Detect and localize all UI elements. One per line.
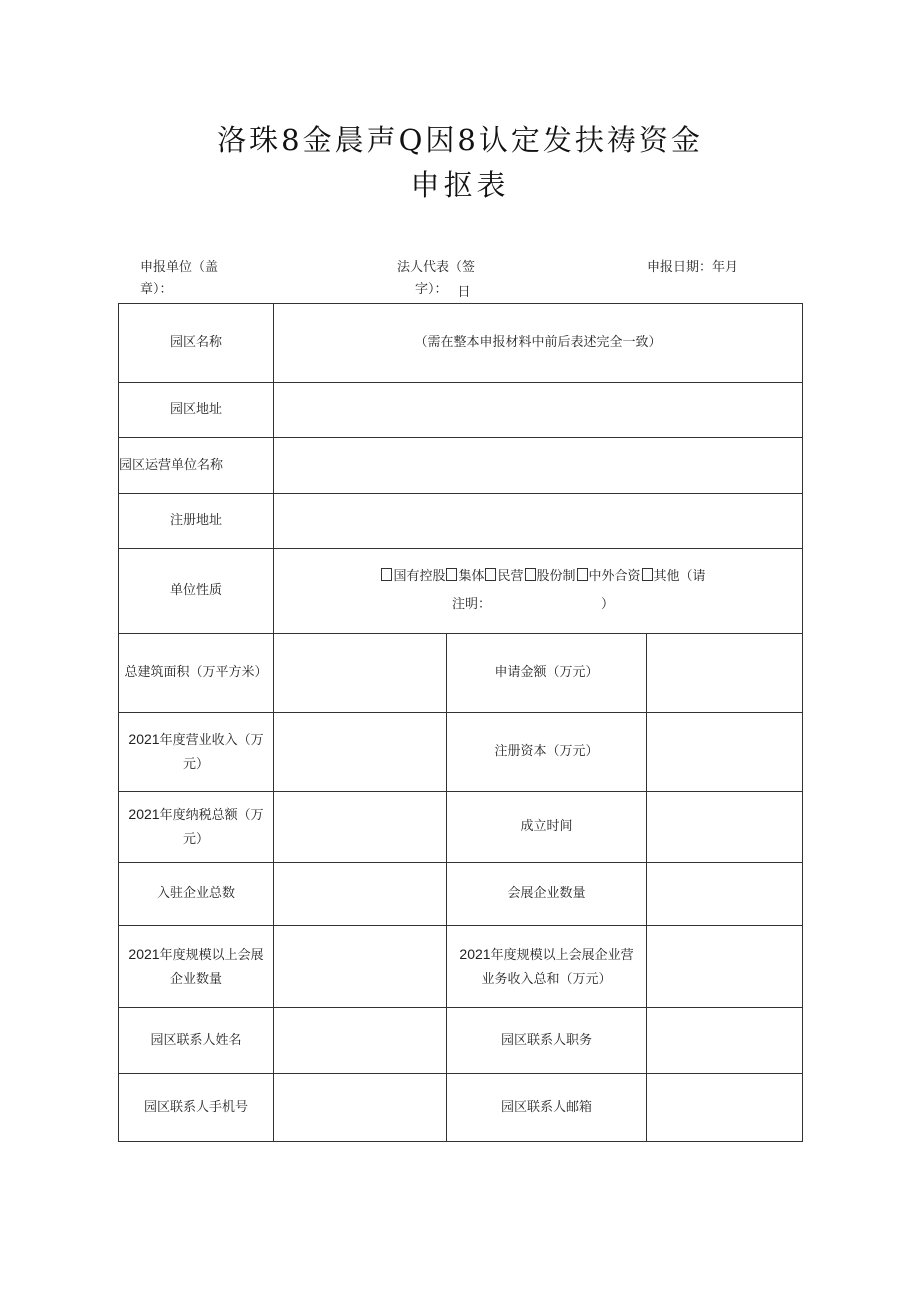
legal-rep-label-line2 [397, 279, 489, 301]
row-park-name [119, 304, 803, 383]
apply-date-label: 申报日期：年月 [647, 260, 739, 275]
row-area [119, 634, 803, 713]
contact-name-label: 园区联系人姓名 [119, 1008, 274, 1074]
contact-phone-label: 园区联系人手机号 [119, 1074, 274, 1142]
revenue-label-b: 元） [182, 757, 209, 772]
park-name-label: 园区名称 [119, 304, 274, 383]
revenue-year: 2021 [128, 731, 160, 747]
scale-revenue-year: 2021 [459, 945, 491, 962]
option-private: 民营 [497, 569, 524, 584]
scale-revenue-field[interactable] [647, 926, 803, 1008]
row-nature [119, 549, 803, 634]
contact-email-field[interactable] [647, 1074, 803, 1142]
application-form-table [118, 303, 803, 1142]
area-label: 总建筑面积（万平方米） [119, 634, 274, 713]
enterprises-field[interactable] [274, 863, 447, 926]
option-joint-stock: 股份制 [536, 569, 576, 584]
row-contact-name [119, 1008, 803, 1074]
contact-name-field[interactable] [274, 1008, 447, 1074]
founded-field[interactable] [647, 792, 803, 863]
legal-rep-label-line1: 法人代表（签 [397, 260, 476, 275]
operator-label: 园区运营单位名称 [119, 438, 274, 494]
scale-revenue-label-b: 业务收入总和（万元） [481, 971, 612, 987]
park-name-hint: （需在整本申报材料中前后表述完全一致） [414, 335, 662, 350]
founded-label: 成立时间 [447, 792, 647, 863]
operator-field[interactable] [274, 438, 803, 494]
scale-year: 2021 [128, 945, 160, 962]
option-other: 其他（请 [653, 569, 706, 584]
scale-field[interactable] [274, 926, 447, 1008]
expo-enterprises-label: 会展企业数量 [447, 863, 647, 926]
option-state-owned: 国有控股 [393, 569, 446, 584]
nature-note-label: 注明： [451, 597, 491, 612]
option-sino-foreign: 中外合资 [588, 569, 641, 584]
reg-address-label: 注册地址 [119, 494, 274, 549]
tax-label-b: 元） [182, 832, 209, 847]
enterprises-label: 入驻企业总数 [119, 863, 274, 926]
nature-note-close: ） [601, 597, 615, 612]
nature-options [281, 563, 805, 591]
tax-field[interactable] [274, 792, 447, 863]
legal-rep-day: 日 [457, 285, 471, 300]
scale-label-b: 企业数量 [169, 971, 222, 987]
row-tax [119, 792, 803, 863]
park-address-field[interactable] [274, 383, 803, 438]
legal-rep-label [397, 257, 489, 301]
document-subtitle: 申抠表 [410, 168, 510, 202]
row-enterprises [119, 863, 803, 926]
checkbox-other[interactable] [642, 568, 653, 581]
scale-revenue-label-a: 年度规模以上会展企业营 [490, 947, 634, 963]
expo-enterprises-field[interactable] [647, 863, 803, 926]
applicant-unit-label [140, 257, 240, 301]
checkbox-joint-stock[interactable] [525, 568, 536, 581]
contact-title-field[interactable] [647, 1008, 803, 1074]
revenue-label-a: 年度营业收入（万 [159, 733, 264, 748]
row-revenue [119, 713, 803, 792]
revenue-field[interactable] [274, 713, 447, 792]
revenue-label [119, 713, 274, 792]
tax-label [119, 792, 274, 863]
amount-field[interactable] [647, 634, 803, 713]
checkbox-state-owned[interactable] [381, 568, 392, 581]
park-name-field[interactable] [274, 304, 803, 383]
checkbox-collective[interactable] [446, 568, 457, 581]
contact-email-label: 园区联系人邮箱 [447, 1074, 647, 1142]
row-contact-phone [119, 1074, 803, 1142]
reg-capital-label: 注册资本（万元） [447, 713, 647, 792]
reg-capital-field[interactable] [647, 713, 803, 792]
nature-label: 单位性质 [119, 549, 274, 634]
row-operator [119, 438, 803, 494]
document-title: 洛珠8金晨声Q因8认定发扶祷资金 [217, 123, 703, 157]
tax-year: 2021 [128, 806, 160, 822]
contact-title-label: 园区联系人职务 [447, 1008, 647, 1074]
nature-note-line [271, 591, 795, 619]
scale-label [119, 926, 274, 1008]
checkbox-private[interactable] [485, 568, 496, 581]
area-field[interactable] [274, 634, 447, 713]
scale-label-a: 年度规模以上会展 [159, 947, 264, 963]
amount-label: 申请金额（万元） [447, 634, 647, 713]
applicant-unit-label-line1: 申报单位（盖 [140, 260, 219, 275]
row-park-address [119, 383, 803, 438]
scale-revenue-label [447, 926, 647, 1008]
contact-phone-field[interactable] [274, 1074, 447, 1142]
tax-label-a: 年度纳税总额（万 [159, 808, 264, 823]
option-collective: 集体 [458, 569, 485, 584]
row-reg-address [119, 494, 803, 549]
nature-field [274, 549, 803, 634]
row-scale [119, 926, 803, 1008]
applicant-unit-label-line2: 章）： [140, 282, 173, 297]
legal-rep-sign: 字）： [415, 282, 448, 297]
park-address-label: 园区地址 [119, 383, 274, 438]
checkbox-sino-foreign[interactable] [577, 568, 588, 581]
reg-address-field[interactable] [274, 494, 803, 549]
